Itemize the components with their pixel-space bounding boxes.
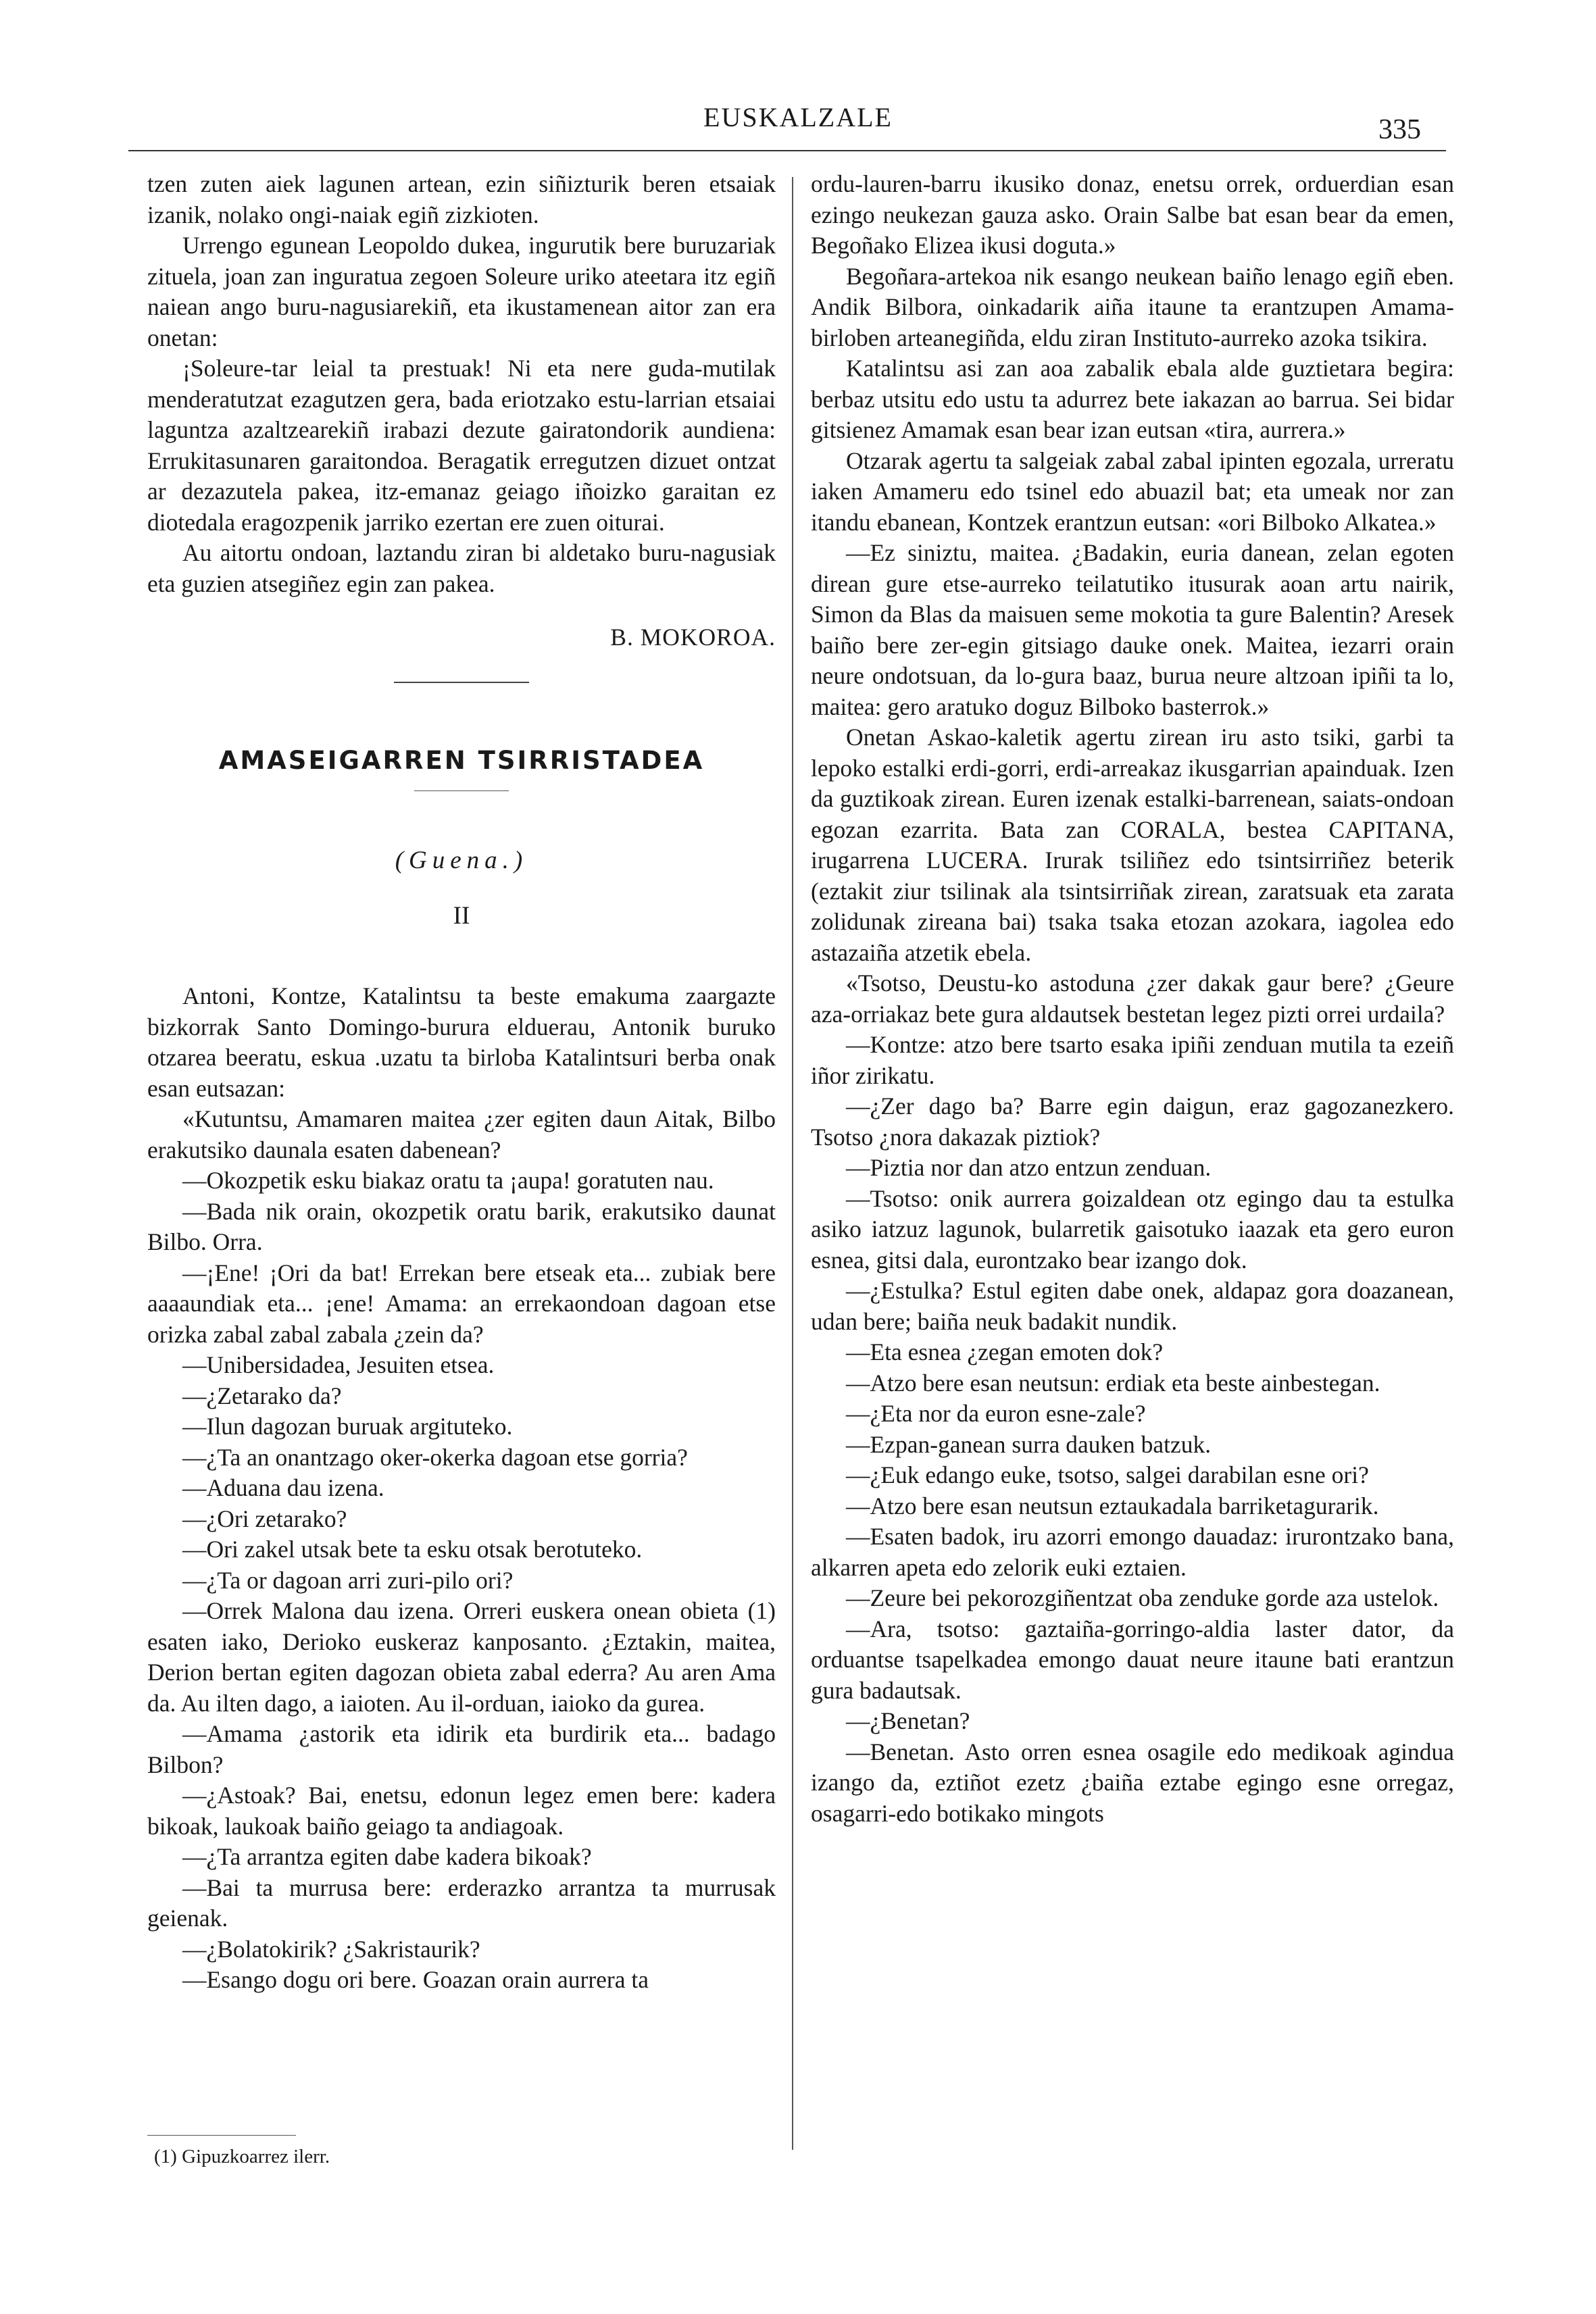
- paragraph: ¡Soleure-tar leial ta prestuak! Ni eta nere guda-mutilak menderatutzat ezagutzen gera, bada eriotzako estu-larrian etsaiai laguntza azaltzearekiñ irabazi dezute gairatondorik aundiena: Errukitasunaren garaitondoa. Beragatik erregutzen dizuet ontzat ar dezazutela pakea, itz-emanaz geiago iñoizko garaitan ez diotedala eragozpenik jarriko ezertan ere zuen oiturai.: [147, 355, 776, 536]
- footnote: (1) Gipuzkoarrez ilerr.: [154, 2146, 330, 2167]
- paragraph: —¡Ene! ¡Ori da bat! Errekan bere etseak eta... zubiak bere aaaaundiak eta... ¡ene! Amama: an errekaondoan dagoan etse orizka zabal zabal zabala ¿zein da?: [147, 1259, 776, 1348]
- paragraph: —Benetan. Asto orren esnea osagile edo medikoak agindua izango da, eztiñot ezetz ¿baiña eztabe egingo esne orregaz, osagarri-edo botikako mingots: [811, 1738, 1454, 1827]
- paragraph: —¿Ori zetarako?: [182, 1505, 347, 1532]
- paragraph: Au aitortu ondoan, laztandu ziran bi aldetako buru-nagusiak eta guzien atsegiñez egin zan pakea.: [147, 539, 776, 597]
- paragraph: —Piztia nor dan atzo entzun zenduan.: [846, 1154, 1212, 1181]
- footnote-rule: [147, 2135, 296, 2136]
- paragraph: —Bada nik orain, okozpetik oratu barik, erakutsiko daunat Bilbo. Orra.: [147, 1197, 776, 1255]
- paragraph: —¿Ta an onantzago oker-okerka dagoan etse gorria?: [182, 1443, 688, 1471]
- paragraph: —¿Eta nor da euron esne-zale?: [846, 1400, 1146, 1427]
- paragraph: —Tsotso: onik aurrera goizaldean otz egingo dau ta estulka asiko iatzuz lagunok, bularretik gaisotuko iaazak eta gero euron esnea, gitsi dala, eurontzako bear izango dok.: [811, 1184, 1454, 1274]
- paragraph: —Atzo bere esan neutsun: erdiak eta beste ainbestegan.: [846, 1369, 1380, 1397]
- paragraph: —Ori zakel utsak bete ta esku otsak berotuteko.: [182, 1536, 643, 1563]
- paragraph: —¿Ta or dagoan arri zuri-pilo ori?: [182, 1566, 514, 1594]
- right-column: [811, 169, 1454, 1829]
- paragraph: —¿Estulka? Estul egiten dabe onek, aldapaz gora doazanean, udan bere; baiña neuk badakit nundik.: [811, 1277, 1454, 1335]
- running-head: EUSKALZALE: [703, 102, 893, 132]
- paragraph: ordu-lauren-barru ikusiko donaz, enetsu orrek, orduerdian esan ezingo neukezan gauza asko. Orain Salbe bat esan bear da emen, Begoñako Elizea ikusi doguta.»: [811, 170, 1454, 259]
- paragraph: «Tsotso, Deustu-ko astoduna ¿zer dakak gaur bere? ¿Geure aza-orriakaz bete gura aldautsek bestetan legez pizti orrei urdaila?: [811, 970, 1454, 1028]
- paragraph: «Kutuntsu, Amamaren maitea ¿zer egiten daun Aitak, Bilbo erakutsiko daunala esaten dabenean?: [147, 1105, 776, 1163]
- paragraph: —Eta esnea ¿zegan emoten dok?: [846, 1338, 1164, 1365]
- paragraph: Otzarak agertu ta salgeiak zabal zabal ipinten egozala, urreratu iaken Amameru edo tsinel edo abuazil bat; eta umeak nor zan itandu ebanean, Kontzek erantzun eutsan: «ori Bilboko Alkatea.»: [811, 447, 1454, 536]
- paragraph: Onetan Askao-kaletik agertu zirean iru asto tsiki, garbi ta lepoko estalki erdi-gorri, erdi-arreakaz ikusgarrian apainduak. Izen da guztikoak zirean. Euren izenak estalki-barrenean, saiats-ondoan egozan ezarrita. Bata zan CORALA, bestea CAPITANA, irugarrena LUCERA. Irurak tsiliñez edo tsintsirriñez beterik (eztakit ziur tsilinak ala tsintsirriñak zirean, zaratsuak eta zarata zolidunak zireana bai) tsaka tsaka etozan azokara, iagolea edo astazaiña atzetik ebela.: [811, 724, 1454, 966]
- paragraph: Begoñara-artekoa nik esango neukean baiño lenago egiñ eben. Andik Bilbora, oinkadarik aiña itaune ta erantzupen Amama-birloben arteanegiñda, eldu ziran Instituto-aurreko azoka tsikira.: [811, 262, 1454, 351]
- paragraph: —¿Benetan?: [846, 1707, 970, 1734]
- paragraph: —¿Ta arrantza egiten dabe kadera bikoak?: [182, 1843, 592, 1870]
- paragraph: —¿Euk edango euke, tsotso, salgei darabilan esne ori?: [846, 1461, 1369, 1488]
- paragraph: —Amama ¿astorik eta idirik eta burdirik eta... badago Bilbon?: [147, 1720, 776, 1778]
- section-number: II: [453, 901, 470, 930]
- header-rule: [128, 150, 1446, 151]
- title-rule: [414, 790, 509, 791]
- paragraph: —¿Zetarako da?: [182, 1382, 342, 1409]
- author-signature: B. MOKOROA.: [610, 624, 776, 651]
- paragraph: Urrengo egunean Leopoldo dukea, ingurutik bere buruzariak zituela, joan zan inguratua zegoen Soleure uriko ateetara itz egiñ naiean ango buru-nagusiarekiñ, eta ikustamenean aitor zan era onetan:: [147, 232, 776, 351]
- paragraph: —Bai ta murrusa bere: erderazko arrantza ta murrusak geienak.: [147, 1873, 776, 1932]
- paragraph: —Aduana dau izena.: [182, 1474, 384, 1501]
- left-column: [147, 169, 776, 1996]
- paragraph: —Okozpetik esku biakaz oratu ta ¡aupa! goratuten nau.: [182, 1167, 714, 1194]
- section-subtitle: (Guena.): [395, 847, 528, 874]
- section-title: AMASEIGARREN TSIRRISTADEA: [218, 745, 705, 775]
- paragraph: —¿Bolatokirik? ¿Sakristaurik?: [182, 1935, 480, 1963]
- column-divider: [792, 177, 793, 2150]
- paragraph: —¿Zer dago ba? Barre egin daigun, eraz gagozanezkero. Tsotso ¿nora dakazak piztiok?: [811, 1092, 1454, 1151]
- paragraph: —Zeure bei pekorozgiñentzat oba zenduke gorde aza ustelok.: [846, 1584, 1439, 1611]
- paragraph: tzen zuten aiek lagunen artean, ezin siñizturik beren etsaiak izanik, nolako ongi-naiak egiñ zizkioten.: [147, 170, 776, 228]
- paragraph: —Ara, tsotso: gaztaiña-gorringo-aldia laster dator, da orduantse tsapelkadea emongo dauat neure itaune bati erantzun gura badautsak.: [811, 1615, 1454, 1704]
- paragraph: —Esaten badok, iru azorri emongo dauadaz: irurontzako bana, alkarren apeta edo zelorik euki eztaien.: [811, 1523, 1454, 1581]
- section-divider: [394, 682, 529, 683]
- paragraph: —Atzo bere esan neutsun eztaukadala barriketagurarik.: [846, 1492, 1379, 1519]
- paragraph: —Orrek Malona dau izena. Orreri euskera onean obieta (1) esaten iako, Derioko euskeraz kanposanto. ¿Eztakin, maitea, Derion bertan egiten dagozan obieta zabal ederra? Au aren Ama da. Au ilten dago, a iaioten. Au il-orduan, iaioko da gurea.: [147, 1597, 776, 1717]
- paragraph: —¿Astoak? Bai, enetsu, edonun legez emen bere: kadera bikoak, laukoak baiño geiago ta andiagoak.: [147, 1782, 776, 1840]
- paragraph: —Unibersidadea, Jesuiten etsea.: [182, 1351, 495, 1378]
- paragraph: Katalintsu asi zan aoa zabalik ebala alde guztietara begira: berbaz utsitu edo ustu ta adurrez bete iakazan ao barrua. Sei bidar gitsienez Amamak esan bear izan eutsan «tira, aurrera.»: [811, 355, 1454, 443]
- paragraph: —Ez siniztu, maitea. ¿Badakin, euria danean, zelan egoten direan gure etse-aurreko teilatutiko itusurak aoan artu nairik, Simon da Blas da maisuen seme mokotia ta gure Balentin? Aresek baiño bere zer-egin gitsiago dauke onek. Maitea, iezarri orain neure ondotsuan, da lo-gura baaz, burua neure altzoan ipiñi ta lo, maitea: gero aratuko doguz Bilboko basterrok.»: [811, 539, 1454, 720]
- paragraph: —Kontze: atzo bere tsarto esaka ipiñi zenduan mutila ta ezeiñ iñor zirikatu.: [811, 1031, 1454, 1089]
- paragraph: —Ilun dagozan buruak argituteko.: [182, 1413, 513, 1440]
- paragraph: —Esango dogu ori bere. Goazan orain aurrera ta: [182, 1966, 649, 1993]
- page-number: 335: [1378, 114, 1421, 145]
- paragraph: Antoni, Kontze, Katalintsu ta beste emakuma zaargazte bizkorrak Santo Domingo-burura elduerau, Antonik buruko otzarea beeratu, eskua .uzatu ta birloba Katalintsuri berba onak esan eutsazan:: [147, 982, 776, 1102]
- paragraph: —Ezpan-ganean surra dauken batzuk.: [846, 1430, 1212, 1458]
